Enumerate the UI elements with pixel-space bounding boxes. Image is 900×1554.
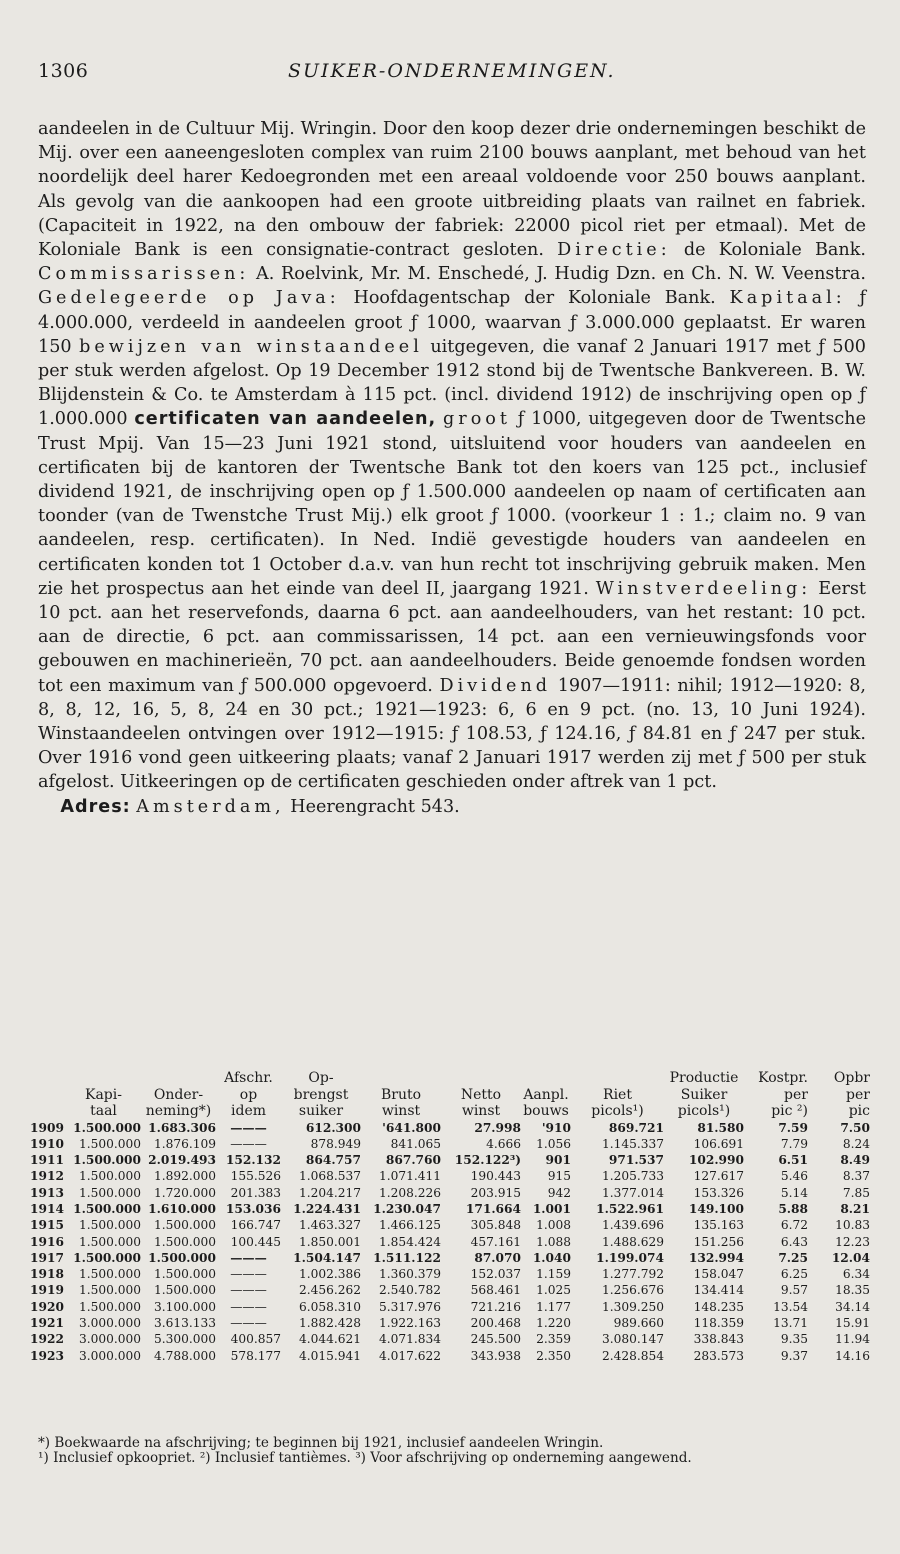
table-cell: 4.044.621 bbox=[298, 1332, 361, 1347]
kapitaal-label: Kapitaal: bbox=[729, 288, 846, 309]
table-cell: 841.065 bbox=[390, 1136, 441, 1151]
row-year: 1911 bbox=[30, 1153, 64, 1168]
table-cell: 1.500.000 bbox=[78, 1234, 141, 1249]
table-cell: 2.456.262 bbox=[298, 1283, 361, 1298]
table-cell: 878.949 bbox=[310, 1136, 361, 1151]
row-year: 1919 bbox=[30, 1283, 64, 1298]
table-cell: 612.300 bbox=[305, 1120, 361, 1135]
table-header-cell: Kostpr. bbox=[758, 1070, 808, 1086]
table-row bbox=[30, 1136, 870, 1152]
table-cell: 1.500.000 bbox=[78, 1169, 141, 1184]
table-cell: 343.938 bbox=[470, 1348, 521, 1363]
table-cell: 118.359 bbox=[693, 1316, 744, 1331]
table-cell: 27.998 bbox=[474, 1120, 521, 1135]
table-cell: ——— bbox=[230, 1136, 267, 1151]
table-cell: 901 bbox=[545, 1153, 571, 1168]
row-year: 1909 bbox=[30, 1120, 64, 1135]
directie-text: de Koloniale Bank. bbox=[670, 240, 866, 261]
table-cell: '910 bbox=[541, 1120, 571, 1135]
table-cell: 4.017.622 bbox=[378, 1348, 441, 1363]
table-cell: 1.025 bbox=[536, 1283, 571, 1298]
table-row bbox=[30, 1217, 870, 1233]
table-cell: 4.666 bbox=[486, 1136, 521, 1151]
table-cell: 3.000.000 bbox=[78, 1316, 141, 1331]
row-year: 1913 bbox=[30, 1185, 64, 1200]
table-cell: 1.088 bbox=[536, 1234, 571, 1249]
table-cell: 457.161 bbox=[470, 1234, 521, 1249]
table-row bbox=[30, 1185, 870, 1201]
table-header-cell: Afschr. bbox=[224, 1070, 273, 1086]
table-header-cell: Aanpl. bbox=[523, 1086, 569, 1103]
table-cell: 1.500.000 bbox=[73, 1201, 141, 1216]
table-cell: 14.16 bbox=[835, 1348, 870, 1363]
table-cell: 1.466.125 bbox=[378, 1218, 441, 1233]
table-row bbox=[30, 1331, 870, 1347]
row-year: 1922 bbox=[30, 1332, 64, 1347]
financial-table-wrapper bbox=[30, 1070, 870, 1364]
table-cell: 155.526 bbox=[230, 1169, 281, 1184]
table-cell: 135.163 bbox=[693, 1218, 744, 1233]
address-line bbox=[38, 795, 866, 819]
table-cell: 1.145.337 bbox=[601, 1136, 664, 1151]
page-header bbox=[38, 60, 868, 90]
row-year: 1918 bbox=[30, 1267, 64, 1282]
table-cell: ——— bbox=[230, 1283, 267, 1298]
table-row bbox=[30, 1266, 870, 1282]
table-cell: 151.256 bbox=[693, 1234, 744, 1249]
table-cell: 1.500.000 bbox=[73, 1250, 141, 1265]
table-cell: 1.683.306 bbox=[148, 1120, 216, 1135]
table-cell: 153.036 bbox=[225, 1201, 281, 1216]
table-cell: 1.230.047 bbox=[373, 1201, 441, 1216]
table-cell: 578.177 bbox=[230, 1348, 281, 1363]
table-cell: 148.235 bbox=[693, 1299, 744, 1314]
table-cell: 1.500.000 bbox=[73, 1120, 141, 1135]
table-cell: 3.000.000 bbox=[78, 1348, 141, 1363]
table-header-cell bbox=[66, 1070, 141, 1087]
table-header-cell: suiker bbox=[298, 1103, 344, 1119]
commissarissen-text: A. Roelvink, Mr. M. Enschedé, J. Hudig Dzn. en Ch. N. W. Veenstra. bbox=[249, 264, 866, 285]
table-cell: 2.359 bbox=[536, 1332, 571, 1347]
table-cell: 1.854.424 bbox=[378, 1234, 441, 1249]
table-cell: 1.500.000 bbox=[78, 1267, 141, 1282]
table-cell: 5.300.000 bbox=[153, 1332, 216, 1347]
table-cell: 915 bbox=[547, 1169, 571, 1184]
table-cell: 8.49 bbox=[840, 1153, 870, 1168]
body-paragraph bbox=[38, 117, 866, 795]
table-cell: 1.377.014 bbox=[601, 1185, 664, 1200]
table-cell: 3.000.000 bbox=[78, 1332, 141, 1347]
table-header-cell bbox=[361, 1070, 441, 1087]
gedelegeerde-text: Hoofdagentschap der Koloniale Bank. bbox=[339, 288, 730, 309]
row-year: 1917 bbox=[30, 1250, 64, 1265]
table-header-cell: winst bbox=[381, 1103, 421, 1119]
table-cell: 6.72 bbox=[780, 1218, 808, 1233]
table-cell: 942 bbox=[547, 1185, 571, 1200]
table-cell: 864.757 bbox=[305, 1153, 361, 1168]
table-cell: 1.500.000 bbox=[153, 1267, 216, 1282]
table-cell: 5.14 bbox=[780, 1185, 808, 1200]
table-cell: 11.94 bbox=[835, 1332, 870, 1347]
table-cell: 4.788.000 bbox=[153, 1348, 216, 1363]
winstverdeeling-label: Winstverdeeling: bbox=[595, 578, 812, 599]
table-header-cell: winst bbox=[461, 1103, 501, 1119]
table-cell: 5.88 bbox=[778, 1201, 808, 1216]
table-header-cell: picols¹) bbox=[677, 1103, 731, 1119]
table-cell: 132.994 bbox=[688, 1250, 744, 1265]
table-cell: 1.220 bbox=[536, 1316, 571, 1331]
table-header-cell: Suiker bbox=[680, 1086, 728, 1103]
table-cell: 338.843 bbox=[693, 1332, 744, 1347]
table-cell: 134.414 bbox=[693, 1283, 744, 1298]
directie-label: Directie: bbox=[557, 240, 671, 261]
table-cell: 1.500.000 bbox=[148, 1250, 216, 1265]
table-cell: 12.23 bbox=[835, 1234, 870, 1249]
commissarissen-label: Commissarissen: bbox=[38, 264, 250, 285]
table-cell: 400.857 bbox=[230, 1332, 281, 1347]
table-row bbox=[30, 1348, 870, 1364]
table-row bbox=[30, 1120, 870, 1136]
table-cell: 100.445 bbox=[230, 1234, 281, 1249]
table-cell: 245.500 bbox=[470, 1332, 521, 1347]
table-cell: 127.617 bbox=[693, 1169, 744, 1184]
table-header-cell: per bbox=[846, 1086, 870, 1103]
table-cell: 13.71 bbox=[773, 1316, 808, 1331]
table-cell: 1.504.147 bbox=[293, 1250, 361, 1265]
table-cell: 18.35 bbox=[835, 1283, 870, 1298]
table-cell: 7.25 bbox=[778, 1250, 808, 1265]
table-row bbox=[30, 1152, 870, 1168]
table-cell: 1.500.000 bbox=[153, 1218, 216, 1233]
row-year: 1912 bbox=[30, 1169, 64, 1184]
table-header-cell bbox=[571, 1070, 664, 1087]
table-cell: 1.001 bbox=[532, 1201, 571, 1216]
table-cell: 1.159 bbox=[536, 1267, 571, 1282]
table-cell: 1.720.000 bbox=[153, 1185, 216, 1200]
table-cell: 158.047 bbox=[693, 1267, 744, 1282]
table-cell: 6.34 bbox=[842, 1267, 870, 1282]
table-header-cell: taal bbox=[90, 1103, 117, 1119]
table-cell: 1.882.428 bbox=[298, 1316, 361, 1331]
table-header-cell: Kapi- bbox=[85, 1086, 122, 1103]
table-cell: 7.85 bbox=[842, 1185, 870, 1200]
table-cell: 3.100.000 bbox=[153, 1299, 216, 1314]
table-header-cell: per bbox=[784, 1086, 808, 1103]
winstverdeeling-text: Eerst 10 pct. aan het reservefonds, daarna 6 pct. aan aandeelhouders, van het restant: 10 pct. aan de directie, 6 pct. aan commissarissen, 14 pct. aan een vernieuwingsfonds voor gebouwen en machinerieën, 70 pct. aan aandeelhouders. Beide genoemde fondsen worden tot een maximum van ƒ 500.000 opgevoerd. bbox=[38, 578, 866, 696]
table-cell: 1.500.000 bbox=[73, 1153, 141, 1168]
table-cell: 4.071.834 bbox=[378, 1332, 441, 1347]
table-cell: 2.540.782 bbox=[378, 1283, 441, 1298]
table-cell: 305.848 bbox=[470, 1218, 521, 1233]
table-cell: 15.91 bbox=[835, 1316, 870, 1331]
table-cell: 152.037 bbox=[470, 1267, 521, 1282]
footnote-cane: ¹) Inclusief opkoopriet. ²) Inclusief tantièmes. ³) Voor afschrijving op onderneming aangewend. bbox=[38, 1450, 692, 1466]
table-cell: 1.500.000 bbox=[153, 1234, 216, 1249]
table-cell: 2.019.493 bbox=[148, 1153, 216, 1168]
table-cell: ——— bbox=[230, 1316, 267, 1331]
table-row bbox=[30, 1299, 870, 1315]
table-header-cell: Opbr bbox=[833, 1070, 870, 1086]
table-header-cell bbox=[441, 1070, 521, 1087]
table-cell: 7.50 bbox=[840, 1120, 870, 1135]
table-row bbox=[30, 1201, 870, 1217]
running-title: SUIKER-ONDERNEMINGEN. bbox=[288, 60, 616, 82]
bewijzen-text: uitgegeven, die vanaf 2 Januari 1917 met ƒ 500 per stuk werden afgelost. Op 19 December 1912 stond bij de Twentsche Bankvereen. B. W. Blijdenstein & Co. te Amsterdam à 115 pct. (incl. dividend 1912) de inschrijving open op ƒ 1.000.000 bbox=[38, 336, 866, 430]
table-header-cell: Onder- bbox=[153, 1086, 204, 1103]
table-cell: 869.721 bbox=[608, 1120, 664, 1135]
table-cell: 1.500.000 bbox=[78, 1299, 141, 1314]
table-cell: 190.443 bbox=[470, 1169, 521, 1184]
table-cell: 283.573 bbox=[693, 1348, 744, 1363]
table-header-cell: Productie bbox=[669, 1070, 739, 1086]
certificaten-text: ƒ 1000, uitgegeven door de Twentsche Trust Mpij. Van 15—23 Juni 1921 stond, uitsluitend voor houders van aandeelen en certificaten bij de kantoren der Twentsche Bank tot den koers van 125 pct., inclusief dividend 1921, de inschrijving open op ƒ 1.500.000 aandeelen op naam of certificaten aan toonder (van de Twenstche Trust Mij.) elk groot ƒ 1000. (voorkeur 1 : 1.; claim no. 9 van aandeelen, resp. certificaten). In Ned. Indië gevestigde houders van aandeelen en certificaten konden tot 1 October d.a.v. van hun recht tot inschrijving gebruik maken. Men zie het prospectus aan het einde van deel II, jaargang 1921. bbox=[38, 409, 866, 599]
table-header-cell: neming*) bbox=[145, 1103, 212, 1119]
table-cell: 2.428.854 bbox=[601, 1348, 664, 1363]
gedelegeerde-label: Gedelegeerde op Java: bbox=[38, 288, 340, 309]
footnotes bbox=[38, 1436, 864, 1466]
table-cell: 2.350 bbox=[536, 1348, 571, 1363]
table-cell: 171.664 bbox=[465, 1201, 521, 1216]
table-cell: ——— bbox=[230, 1120, 267, 1135]
table-cell: 1.876.109 bbox=[153, 1136, 216, 1151]
adres-label: Adres: bbox=[60, 796, 131, 817]
table-cell: 1.892.000 bbox=[153, 1169, 216, 1184]
table-cell: 203.915 bbox=[470, 1185, 521, 1200]
table-header-cell: Bruto bbox=[380, 1086, 422, 1103]
table-cell: 8.21 bbox=[840, 1201, 870, 1216]
table-cell: 9.35 bbox=[780, 1332, 808, 1347]
table-cell: 1.463.327 bbox=[298, 1218, 361, 1233]
table-cell: 1.224.431 bbox=[293, 1201, 361, 1216]
table-cell: 6.25 bbox=[780, 1267, 808, 1282]
table-header-row bbox=[30, 1103, 870, 1120]
dividend-text: 1907—1911: nihil; 1912—1920: 8, 8, 8, 12, 16, 5, 8, 24 en 30 pct.; 1921—1923: 6, 6 en 9 pct. (no. 13, 10 Juni 1924). Winstaandeelen ontvingen over 1912—1915: ƒ 108.53, ƒ 124.16, ƒ 84.81 en ƒ 247 per stuk. Over 1916 vond geen uitkeering plaats; vanaf 2 Januari 1917 werden zij met ƒ 500 per stuk afgelost. Uitkeeringen op de certificaten geschieden onder aftrek van 1 pct. bbox=[38, 675, 867, 793]
table-cell: 568.461 bbox=[470, 1283, 521, 1298]
table-cell: 1.850.001 bbox=[298, 1234, 361, 1249]
table-cell: 3.080.147 bbox=[601, 1332, 664, 1347]
table-cell: 4.015.941 bbox=[298, 1348, 361, 1363]
table-cell: 1.177 bbox=[536, 1299, 571, 1314]
table-cell: 10.83 bbox=[835, 1218, 870, 1233]
table-cell: 1.500.000 bbox=[78, 1136, 141, 1151]
adres-city: Amsterdam, bbox=[136, 796, 285, 817]
table-cell: 13.54 bbox=[773, 1299, 808, 1314]
table-cell: 1.040 bbox=[532, 1250, 571, 1265]
row-year: 1923 bbox=[30, 1348, 64, 1363]
table-cell: 1.256.676 bbox=[601, 1283, 664, 1298]
table-cell: 971.537 bbox=[608, 1153, 664, 1168]
table-header-cell: bouws bbox=[523, 1103, 569, 1119]
table-cell: '641.800 bbox=[382, 1120, 441, 1135]
table-row bbox=[30, 1315, 870, 1331]
table-header-cell bbox=[521, 1070, 571, 1087]
table-cell: 9.37 bbox=[780, 1348, 808, 1363]
table-cell: 1.204.217 bbox=[298, 1185, 361, 1200]
table-cell: 1.309.250 bbox=[601, 1299, 664, 1314]
table-cell: 1.511.122 bbox=[373, 1250, 441, 1265]
table-header-cell bbox=[30, 1070, 66, 1087]
table-cell: 87.070 bbox=[474, 1250, 521, 1265]
table-cell: 1.205.733 bbox=[601, 1169, 664, 1184]
table-cell: ——— bbox=[230, 1267, 267, 1282]
table-cell: 7.79 bbox=[780, 1136, 808, 1151]
row-year: 1916 bbox=[30, 1234, 64, 1249]
table-cell: 1.056 bbox=[536, 1136, 571, 1151]
table-header-cell: pic ²) bbox=[771, 1103, 808, 1119]
table-cell: 7.59 bbox=[778, 1120, 808, 1135]
certificaten-label: certificaten van aandeelen, bbox=[134, 409, 437, 430]
table-row bbox=[30, 1234, 870, 1250]
row-year: 1910 bbox=[30, 1136, 64, 1151]
table-cell: 1.500.000 bbox=[153, 1283, 216, 1298]
table-header-cell bbox=[30, 1103, 66, 1120]
table-cell: 200.468 bbox=[470, 1316, 521, 1331]
table-header-cell: picols¹) bbox=[591, 1103, 644, 1119]
table-row bbox=[30, 1250, 870, 1266]
table-cell: 1.500.000 bbox=[78, 1218, 141, 1233]
table-header bbox=[30, 1070, 870, 1120]
table-cell: 102.990 bbox=[688, 1153, 744, 1168]
table-cell: 1.522.961 bbox=[596, 1201, 664, 1216]
groot-label: groot bbox=[443, 409, 511, 430]
table-cell: 8.37 bbox=[842, 1169, 870, 1184]
table-header-cell: Op- bbox=[308, 1070, 334, 1086]
footnote-book-value: *) Boekwaarde na afschrijving; te beginnen bij 1921, inclusief aandeelen Wringin. bbox=[38, 1435, 604, 1451]
table-header-cell bbox=[141, 1070, 216, 1087]
table-cell: 1.488.629 bbox=[601, 1234, 664, 1249]
table-cell: 152.132 bbox=[225, 1153, 281, 1168]
table-row bbox=[30, 1168, 870, 1184]
table-cell: 1.922.163 bbox=[378, 1316, 441, 1331]
table-cell: 1.071.411 bbox=[378, 1169, 441, 1184]
table-cell: 9.57 bbox=[780, 1283, 808, 1298]
table-header-cell: idem bbox=[231, 1103, 266, 1119]
table-cell: 166.747 bbox=[230, 1218, 281, 1233]
table-cell: 6.058.310 bbox=[298, 1299, 361, 1314]
table-cell: ——— bbox=[230, 1299, 267, 1314]
table-cell: 153.326 bbox=[693, 1185, 744, 1200]
page-number: 1306 bbox=[38, 60, 89, 82]
table-cell: 201.383 bbox=[230, 1185, 281, 1200]
table-header-cell: Riet bbox=[603, 1086, 632, 1103]
table-header-row bbox=[30, 1087, 870, 1104]
table-cell: 1.208.226 bbox=[378, 1185, 441, 1200]
table-cell: 1.500.000 bbox=[78, 1283, 141, 1298]
table-cell: 1.360.379 bbox=[378, 1267, 441, 1282]
table-cell: 152.122³) bbox=[454, 1153, 521, 1168]
table-header-cell bbox=[30, 1087, 66, 1104]
table-header-cell: pic bbox=[848, 1103, 870, 1119]
intro-text: aandeelen in de Cultuur Mij. Wringin. Door den koop dezer drie ondernemingen beschikt de Mij. over een aaneengesloten complex van ruim 2100 bouws aanplant, met behoud van het noordelijk deel harer Kedoegronden met een areaal voldoende voor 250 bouws aanplant. Als gevolg van die aankoopen had een groote uitbreiding plaats van railnet en fabriek. (Capaciteit in 1922, na den ombouw der fabriek: 22000 picol riet per etmaal). Met de Koloniale Bank is een consignatie-contract gesloten. bbox=[38, 119, 866, 261]
table-cell: 149.100 bbox=[688, 1201, 744, 1216]
table-cell: 6.51 bbox=[778, 1153, 808, 1168]
table-cell: ——— bbox=[230, 1250, 267, 1265]
table-cell: 106.691 bbox=[693, 1136, 744, 1151]
table-cell: 3.613.133 bbox=[153, 1316, 216, 1331]
table-cell: 1.439.696 bbox=[601, 1218, 664, 1233]
table-cell: 5.46 bbox=[780, 1169, 808, 1184]
dividend-label: Dividend bbox=[439, 675, 552, 696]
bewijzen-label: bewijzen van winstaandeel bbox=[79, 336, 423, 357]
table-header-cell: op bbox=[239, 1086, 258, 1103]
table-cell: 6.43 bbox=[780, 1234, 808, 1249]
table-cell: 5.317.976 bbox=[378, 1299, 441, 1314]
table-cell: 867.760 bbox=[385, 1153, 441, 1168]
row-year: 1920 bbox=[30, 1299, 64, 1314]
table-cell: 1.277.792 bbox=[601, 1267, 664, 1282]
table-cell: 1.610.000 bbox=[148, 1201, 216, 1216]
table-cell: 1.068.537 bbox=[298, 1169, 361, 1184]
row-year: 1921 bbox=[30, 1316, 64, 1331]
table-cell: 34.14 bbox=[835, 1299, 870, 1314]
body-text bbox=[38, 117, 866, 819]
kapitaal-text: ƒ 4.000.000, verdeeld in aandeelen groot ƒ 1000, waarvan ƒ 3.000.000 geplaatst. Er waren 150 bbox=[38, 288, 866, 357]
table-cell: 721.216 bbox=[470, 1299, 521, 1314]
table-header-cell: brengst bbox=[293, 1086, 349, 1103]
table-cell: 8.24 bbox=[842, 1136, 870, 1151]
financial-table bbox=[30, 1070, 870, 1364]
table-cell: 1.500.000 bbox=[78, 1185, 141, 1200]
adres-text: Heerengracht 543. bbox=[284, 796, 460, 817]
table-row bbox=[30, 1282, 870, 1298]
table-cell: 1.008 bbox=[536, 1218, 571, 1233]
table-cell: 12.04 bbox=[831, 1250, 870, 1265]
table-cell: 1.002.386 bbox=[298, 1267, 361, 1282]
table-cell: 989.660 bbox=[613, 1316, 664, 1331]
row-year: 1914 bbox=[30, 1201, 64, 1216]
table-body bbox=[30, 1120, 870, 1364]
table-header-row bbox=[30, 1070, 870, 1087]
table-header-cell: Netto bbox=[460, 1086, 502, 1103]
table-cell: 1.199.074 bbox=[596, 1250, 664, 1265]
row-year: 1915 bbox=[30, 1218, 64, 1233]
table-cell: 81.580 bbox=[697, 1120, 744, 1135]
